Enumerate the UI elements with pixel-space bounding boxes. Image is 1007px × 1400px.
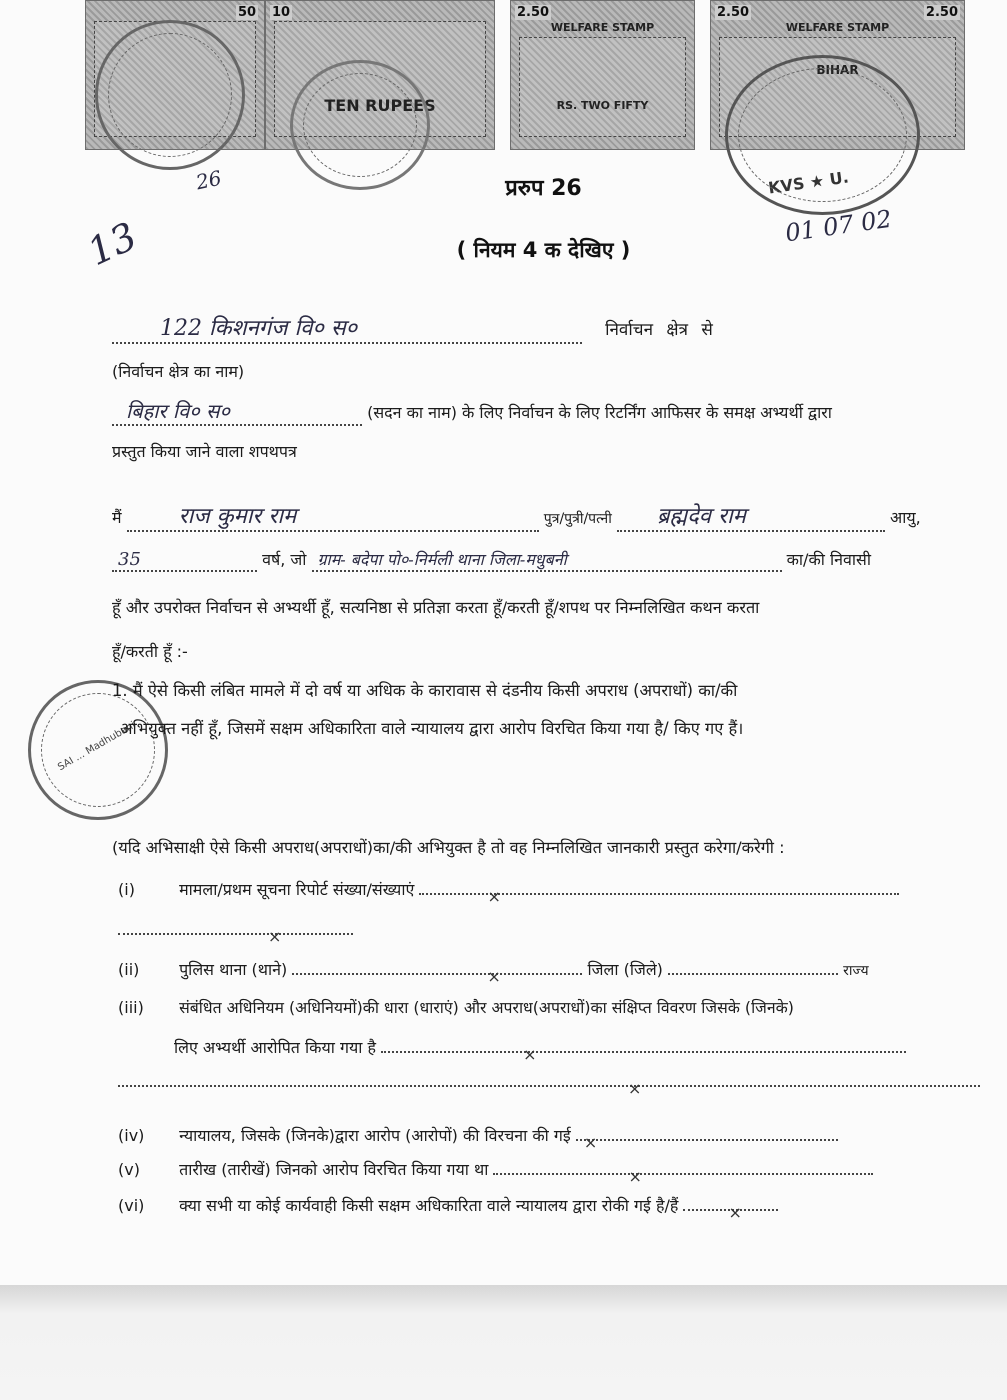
handwritten-date: 01 07 02 [783,204,894,248]
constituency-value: 122 किशनगंज वि० स० [112,312,582,344]
item-ii-blank-2 [668,973,838,975]
item-text: तारीख (तारीखें) जिनको आरोप विरचित किया गया था [179,1160,489,1179]
item-i-continuation [118,920,353,946]
cross-mark: × [268,927,282,946]
item-iv [118,1124,838,1152]
stamp-welfare-1 [510,0,695,150]
notary-seal-text: SAI ... Madhubani [56,719,138,774]
cross-mark: × [728,1203,742,1222]
item-number: (vi) [118,1196,145,1215]
relation-label: पुत्र/पुत्री/पत्नी [543,511,612,527]
notary-seal [28,680,168,820]
item-i-blank [419,887,899,906]
years-label: वर्ष, जो [262,550,307,569]
age-value: 35 [112,549,257,572]
form-subtitle: ( नियम 4 क देखिए ) [456,238,631,262]
seal-text: KVS ★ U. [767,167,850,198]
stamp-date-mark: 26 [193,165,224,195]
father-name: ब्रह्मदेव राम [617,500,885,532]
house-text: (सदन का नाम) के लिए निर्वाचन के लिए रिटर्निंग आफिसर के समक्ष अभ्यर्थी द्वारा [367,403,832,422]
item-iii [118,996,794,1018]
stamp-caption: RS. TWO FIFTY [556,99,649,112]
cancellation-seal-middle [290,60,430,190]
item-number: (v) [118,1160,140,1179]
cross-mark: × [583,1133,598,1152]
resident-label: का/की निवासी [786,550,871,569]
constituency-line [112,312,713,344]
item-v-blank [493,1167,873,1186]
page-bottom-fold [0,1285,1007,1400]
item-v [118,1158,873,1186]
cross-mark: × [523,1045,537,1064]
clause-1-line-2: अभियुक्त नहीं हूँ, जिसमें सक्षम अधिकारिता वाले न्यायालय द्वारा आरोप विरचित किया गया है/ किए गए हैं। [120,719,744,738]
constituency-caption: (निर्वाचन क्षेत्र का नाम) [112,362,245,381]
stamp-denomination: 2.50 [517,5,550,20]
item-text-end: राज्य [843,963,869,979]
margin-number: 13 [80,213,144,275]
item-ii [118,958,869,986]
item-number: (ii) [118,960,140,979]
cancellation-seal-left [95,20,245,170]
item-iii-continuation [118,1072,980,1098]
age-label: आयु, [890,508,921,527]
main-prefix: मैं [112,508,122,527]
declarant-line [112,500,921,532]
constituency-label: निर्वाचन क्षेत्र से [605,320,713,340]
declarant-name: राज कुमार राम [127,500,539,532]
address-line [112,548,871,572]
cross-mark: × [628,1167,642,1186]
affidavit-text: प्रस्तुत किया जाने वाला शपथपत्र [112,442,297,461]
item-text: संबंधित अधिनियम (अधिनियमों)की धारा (धाराएं) और अपराध(अपराधों)का संक्षिप्त विवरण जिसके (जिनके) [179,998,794,1017]
clause-1-line-1: 1. मैं ऐसे किसी लंबित मामले में दो वर्ष या अधिक के कारावास से दंडनीय किसी अपराध (अपराधों) का/की [112,681,738,700]
stamp-denomination: 50 [238,5,257,20]
item-ii-blank-1 [292,967,582,986]
item-text: क्या सभी या कोई कार्यवाही किसी सक्षम अधिकारिता वाले न्यायालय द्वारा रोकी गई है/हैं [179,1196,679,1215]
cross-mark: × [487,967,501,986]
clause-2-intro: (यदि अभिसाक्षी ऐसे किसी अपराध(अपराधों)का/की अभियुक्त है तो वह निम्नलिखित जानकारी प्रस्तुत करेगा/करेगी : [112,838,785,857]
item-i [118,878,899,906]
stamp-denomination: 2.50 [717,5,750,20]
stamp-denomination: 10 [272,5,291,20]
cross-mark: × [487,887,501,906]
item-text-2: लिए अभ्यर्थी आरोपित किया गया है [174,1038,376,1057]
item-text: न्यायालय, जिसके (जिनके)द्वारा आरोप (आरोपों) की विरचना की गई [179,1126,571,1145]
item-text-mid: जिला (जिले) [587,960,663,979]
form-title: प्ररुप 26 [505,176,582,201]
oath-line-1: हूँ और उपरोक्त निर्वाचन से अभ्यर्थी हूँ, सत्यनिष्ठा से प्रतिज्ञा करता हूँ/करती हूँ/शपथ पर निम्नलिखित कथन करता [112,598,760,617]
item-vi [118,1194,778,1222]
oath-line-2: हूँ/करती हूँ :- [112,642,188,661]
item-number: (iv) [118,1126,145,1145]
stamp-denomination-right: 2.50 [925,5,958,20]
item-iii-blank [381,1045,906,1064]
address-value: ग्राम- बदेपा पो०-निर्मली थाना जिला-मधुबनी [312,548,782,572]
item-vi-blank [683,1203,778,1222]
item-iii-blank-2 [118,1079,980,1098]
stamp-caption: TEN RUPEES [324,96,436,115]
item-text: पुलिस थाना (थाने) [179,960,288,979]
cross-mark: × [628,1079,642,1098]
item-number: (i) [118,880,135,899]
item-i-blank-2 [118,927,353,946]
stamp-header: WELFARE STAMP [550,21,655,34]
stamp-caption: BIHAR [816,63,859,77]
house-line [112,397,832,426]
item-text: मामला/प्रथम सूचना रिपोर्ट संख्या/संख्याएं [179,880,415,899]
stamp-header: WELFARE STAMP [785,21,890,34]
item-iii-line-2 [174,1036,906,1064]
item-iv-blank [576,1133,838,1152]
house-value: बिहार वि० स० [112,397,362,426]
item-number: (iii) [118,998,144,1017]
